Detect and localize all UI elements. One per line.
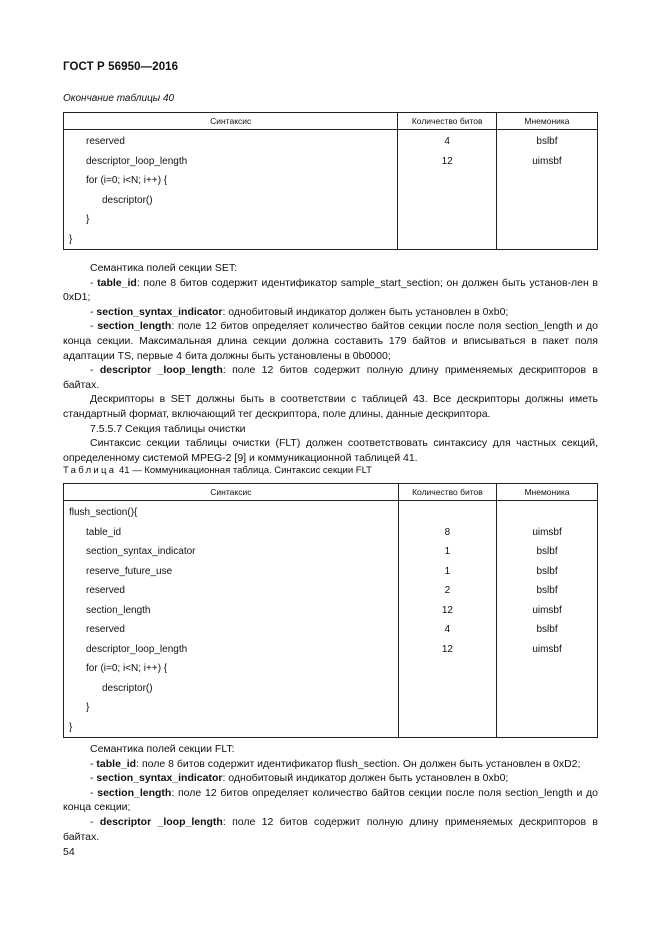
bits-cell: 12: [398, 601, 496, 621]
term: table_id: [96, 757, 137, 770]
bits-cell: [398, 679, 496, 699]
mnemonic-cell: uimsbf: [496, 152, 597, 172]
column-header-bits: Количество битов: [398, 484, 496, 501]
set-descriptors-paragraph: Дескрипторы в SET должны быть в соответствии с таблицей 43. Все дескрипторы должны иметь стандартный формат, включающий тег дескриптора, поле длины, данные дескриптора.: [63, 393, 598, 420]
definition: : однобитовый индикатор должен быть установлен в 0xb0;: [222, 772, 509, 785]
table-row: [64, 210, 598, 230]
term: table_id: [97, 276, 137, 289]
syntax-cell: reserved: [64, 620, 399, 640]
document-header: ГОСТ Р 56950—2016: [63, 61, 179, 73]
mnemonic-cell: [497, 679, 598, 699]
table41-caption: [63, 465, 372, 476]
syntax-cell: table_id: [64, 523, 399, 543]
column-header-bits: Количество битов: [398, 113, 496, 130]
syntax-cell: descriptor(): [64, 191, 398, 211]
flt-intro-paragraph: Синтаксис секции таблицы очистки (FLT) должен соответствовать синтаксису для частных секций, определенному системой MPEG-2 [9] и коммуникационной таблицей 41.: [63, 437, 598, 464]
set-semantics-intro: Семантика полей секции SET:: [90, 262, 238, 274]
bits-cell: [398, 718, 496, 738]
syntax-cell: for (i=0; i<N; i++) {: [64, 171, 398, 191]
section-heading: 7.5.5.7 Секция таблицы очистки: [90, 422, 246, 435]
table-row: [64, 562, 598, 582]
table-row: [64, 620, 598, 640]
mnemonic-cell: [497, 718, 598, 738]
term: section_length: [97, 320, 172, 333]
bits-cell: 8: [398, 523, 496, 543]
set-semantics-block: [63, 261, 598, 465]
set-section-length-item: - section_length: поле 12 битов определяет количество байтов секции после поля section_length и до конца секции. Максимальная длина секции должна составить 179 байтов и вписываться в пакет поля адаптации TS, первые 4 бита должны быть установлены в 0b0000;: [63, 320, 598, 362]
definition: : поле 8 битов содержит идентификатор flush_section. Он должен быть установлен в 0xD2;: [136, 757, 581, 770]
syntax-cell: section_length: [64, 601, 399, 621]
syntax-cell: }: [64, 230, 398, 250]
bits-cell: [398, 191, 496, 211]
mnemonic-cell: bslbf: [497, 620, 598, 640]
mnemonic-cell: uimsbf: [497, 640, 598, 660]
bits-cell: [398, 210, 496, 230]
definition: : однобитовый индикатор должен быть установлен в 0xb0;: [222, 305, 509, 318]
mnemonic-cell: [496, 230, 597, 250]
term: section_syntax_indicator: [96, 772, 223, 785]
table-row: [64, 523, 598, 543]
bits-cell: [398, 501, 496, 523]
table-row: [64, 718, 598, 738]
definition: : поле 12 битов определяет количество байтов секции после поля section_length и до конца секции;: [63, 786, 598, 814]
bits-cell: 12: [398, 640, 496, 660]
column-header-mnemonic: Мнемоника: [496, 113, 597, 130]
caption-title: 41 — Коммуникационная таблица. Синтаксис секции FLT: [116, 465, 372, 476]
column-header-mnemonic: Мнемоника: [497, 484, 598, 501]
mnemonic-cell: [497, 698, 598, 718]
syntax-cell: descriptor_loop_length: [64, 640, 399, 660]
bits-cell: 1: [398, 562, 496, 582]
flt-table-id-item: - table_id: поле 8 битов содержит идентификатор flush_section. Он должен быть установлен в 0xD2;: [90, 757, 581, 770]
bits-cell: 4: [398, 130, 496, 152]
set-ssi-item: - section_syntax_indicator: однобитовый индикатор должен быть установлен в 0xb0;: [90, 305, 509, 318]
flt-semantics-intro: Семантика полей секции FLT:: [90, 743, 235, 755]
set-table-id-item: - table_id: поле 8 битов содержит идентификатор sample_start_section; он должен быть установ-лен в 0xD1;: [63, 276, 599, 304]
flt-ssi-item: - section_syntax_indicator: однобитовый индикатор должен быть установлен в 0xb0;: [90, 772, 509, 785]
flt-semantics-block: [63, 742, 598, 844]
bits-cell: 2: [398, 581, 496, 601]
table40: [63, 112, 598, 250]
flt-section-length-item: - section_length: поле 12 битов определяет количество байтов секции после поля section_length и до конца секции;: [63, 786, 598, 814]
term: section_syntax_indicator: [96, 305, 223, 318]
mnemonic-cell: bslbf: [497, 562, 598, 582]
flt-descriptor-loop-length-item: - descriptor _loop_length: поле 12 битов содержит полную длину применяемых дескрипторов в байтах.: [63, 815, 598, 843]
bits-cell: 12: [398, 152, 496, 172]
term: descriptor _loop_length: [99, 364, 223, 377]
set-descriptor-loop-length-item: - descriptor _loop_length: поле 12 битов содержит полную длину применяемых дескрипторов в байтах.: [63, 364, 598, 391]
definition: : поле 12 битов содержит полную длину применяемых дескрипторов в байтах.: [63, 364, 598, 391]
table-row: [64, 542, 598, 562]
table-header-row: [64, 484, 598, 501]
syntax-cell: flush_section(){: [64, 501, 399, 523]
table-row: [64, 191, 598, 211]
column-header-syntax: Синтаксис: [64, 484, 399, 501]
mnemonic-cell: [496, 171, 597, 191]
table41: [63, 483, 598, 738]
table-row: [64, 171, 598, 191]
syntax-cell: }: [64, 718, 399, 738]
term: section_length: [97, 786, 172, 799]
syntax-cell: reserved: [64, 581, 399, 601]
mnemonic-cell: [497, 659, 598, 679]
bits-cell: 1: [398, 542, 496, 562]
table-row: [64, 230, 598, 250]
mnemonic-cell: uimsbf: [497, 523, 598, 543]
syntax-cell: for (i=0; i<N; i++) {: [64, 659, 399, 679]
syntax-cell: reserve_future_use: [64, 562, 399, 582]
table-row: [64, 581, 598, 601]
table-row: [64, 601, 598, 621]
mnemonic-cell: bslbf: [496, 130, 597, 152]
mnemonic-cell: uimsbf: [497, 601, 598, 621]
table-row: [64, 152, 598, 172]
bits-cell: [398, 659, 496, 679]
syntax-cell: descriptor(): [64, 679, 399, 699]
table-row: [64, 640, 598, 660]
table-row: [64, 679, 598, 699]
syntax-cell: section_syntax_indicator: [64, 542, 399, 562]
mnemonic-cell: [496, 191, 597, 211]
table-row: [64, 501, 598, 523]
table-row: [64, 130, 598, 152]
bits-cell: [398, 698, 496, 718]
column-header-syntax: Синтаксис: [64, 113, 398, 130]
mnemonic-cell: bslbf: [497, 542, 598, 562]
table-row: [64, 698, 598, 718]
syntax-cell: descriptor_loop_length: [64, 152, 398, 172]
table-header-row: [64, 113, 598, 130]
mnemonic-cell: [497, 501, 598, 523]
syntax-cell: reserved: [64, 130, 398, 152]
mnemonic-cell: bslbf: [497, 581, 598, 601]
definition: : поле 12 битов содержит полную длину применяемых дескрипторов в байтах.: [63, 815, 598, 843]
definition: : поле 8 битов содержит идентификатор sample_start_section; он должен быть установ-лен в 0xD1;: [63, 276, 599, 304]
mnemonic-cell: [496, 210, 597, 230]
term: descriptor _loop_length: [99, 815, 223, 828]
syntax-cell: }: [64, 210, 398, 230]
bits-cell: [398, 230, 496, 250]
caption-prefix: Таблица: [63, 465, 117, 476]
bits-cell: 4: [398, 620, 496, 640]
syntax-cell: }: [64, 698, 399, 718]
table40-caption: Окончание таблицы 40: [63, 93, 175, 104]
page-number: 54: [63, 846, 75, 858]
bits-cell: [398, 171, 496, 191]
table-row: [64, 659, 598, 679]
definition: : поле 12 битов определяет количество байтов секции после поля section_length и до конца секции. Максимальная длина секции должна составить 179 байтов и вписываться в пакет поля адаптации TS, первые 4 бита должны быть установлены в 0b0000;: [63, 320, 598, 362]
